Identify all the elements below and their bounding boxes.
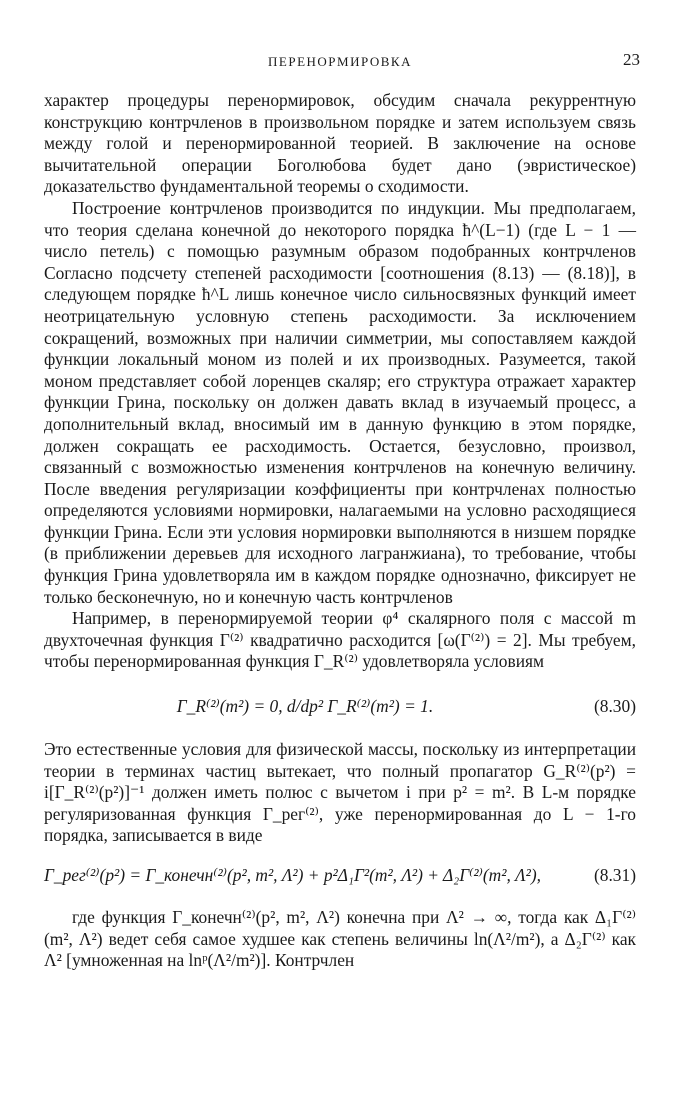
paragraph-3: Например, в перенормируемой теории φ⁴ скалярного поля с массой m двухточечная функция Γ⁽²⁾ квадратично расходится [ω(Γ⁽²⁾) = 2]. Мы требуем, чтобы перенормированная функция Γ_R⁽²⁾ удовлетворяла условиям xyxy=(44,608,636,672)
equation-8-30 xyxy=(44,687,636,727)
body-text xyxy=(44,90,636,972)
paragraph-2: Построение контрчленов производится по индукции. Мы предполагаем, что теория сделана конечной до некоторого порядка ħ^(L−1) (где L − 1 — число петель) с помощью разумным образом подобранных контрчленов Согласно подсчету степеней расходимости [соотношения (8.13) — (8.18)], в следующем порядке ħ^L лишь конечное число сильносвязных функций имеет неотрицательную условную степень расходимости. За исключением сокращений, возможных при наличии симметрии, мы сопоставляем каждой функции локальный моном из полей и их производных. Разумеется, такой моном представляет собой лоренцев скаляр; его структура отражает характер функции Грина, поскольку он должен давать вклад в изучаемый процесс, а дополнительный вклад, вносимый им в данную функцию в этом порядке, должен сокращать ее расходимость. Остается, безусловно, произвол, связанный с возможностью изменения контрчленов на конечную величину. После введения регуляризации коэффициенты при контрчленах полностью определяются условиями нормировки, налагаемыми на условно расходящиеся функции Грина. Если эти условия нормировки выполняются в низшем порядке (в приближении деревьев для исходного лагранжиана), то требование, чтобы функция Грина удовлетворяла им в каждом порядке однозначно, фиксирует не только бесконечную, но и конечную часть контрчленов xyxy=(44,197,636,607)
equation-8-31-number: (8.31) xyxy=(593,865,636,886)
equation-8-30-number: (8.30) xyxy=(593,696,636,717)
running-title: ПЕРЕНОРМИРОВКА xyxy=(268,54,412,69)
page-number: 23 xyxy=(623,50,640,69)
equation-8-31-body: Γ_рег⁽²⁾(p²) = Γ_конечн⁽²⁾(p², m², Λ²) + p²Δ₁Γ²(m², Λ²) + Δ₂Γ⁽²⁾(m², Λ²), xyxy=(44,865,541,886)
page-header xyxy=(40,50,640,78)
paragraph-5: где функция Γ_конечн⁽²⁾(p², m², Λ²) конечна при Λ² → ∞, тогда как Δ₁Γ⁽²⁾(m², Λ²) ведет себя самое худшее как степень величины ln(Λ²/m²), а Δ₂Γ⁽²⁾ как Λ² [умноженная на lnᵖ(Λ²/m²)]. Контрчлен xyxy=(44,907,636,971)
paragraph-1: характер процедуры перенормировок, обсудим сначала рекуррентную конструкцию контрчленов в произвольном порядке и затем используем связь между голой и перенормированной теорией. В заключение на основе вычитательной операции Боголюбова будет дано (эвристическое) доказательство фундаментальной теоремы о сходимости. xyxy=(44,90,636,197)
equation-8-31 xyxy=(44,859,636,893)
equation-8-30-body: Γ_R⁽²⁾(m²) = 0, d/dp² Γ_R⁽²⁾(m²) = 1. xyxy=(176,696,434,717)
paragraph-4: Это естественные условия для физической массы, поскольку из интерпретации теории в терминах частиц вытекает, что полный пропагатор G_R⁽²⁾(p²) = i[Γ_R⁽²⁾(p²)]⁻¹ должен иметь полюс с вычетом i при p² = m². В L-м порядке регуляризованная функция Γ_рег⁽²⁾, уже перенормированная до L − 1-го порядка, записывается в виде xyxy=(44,739,636,846)
